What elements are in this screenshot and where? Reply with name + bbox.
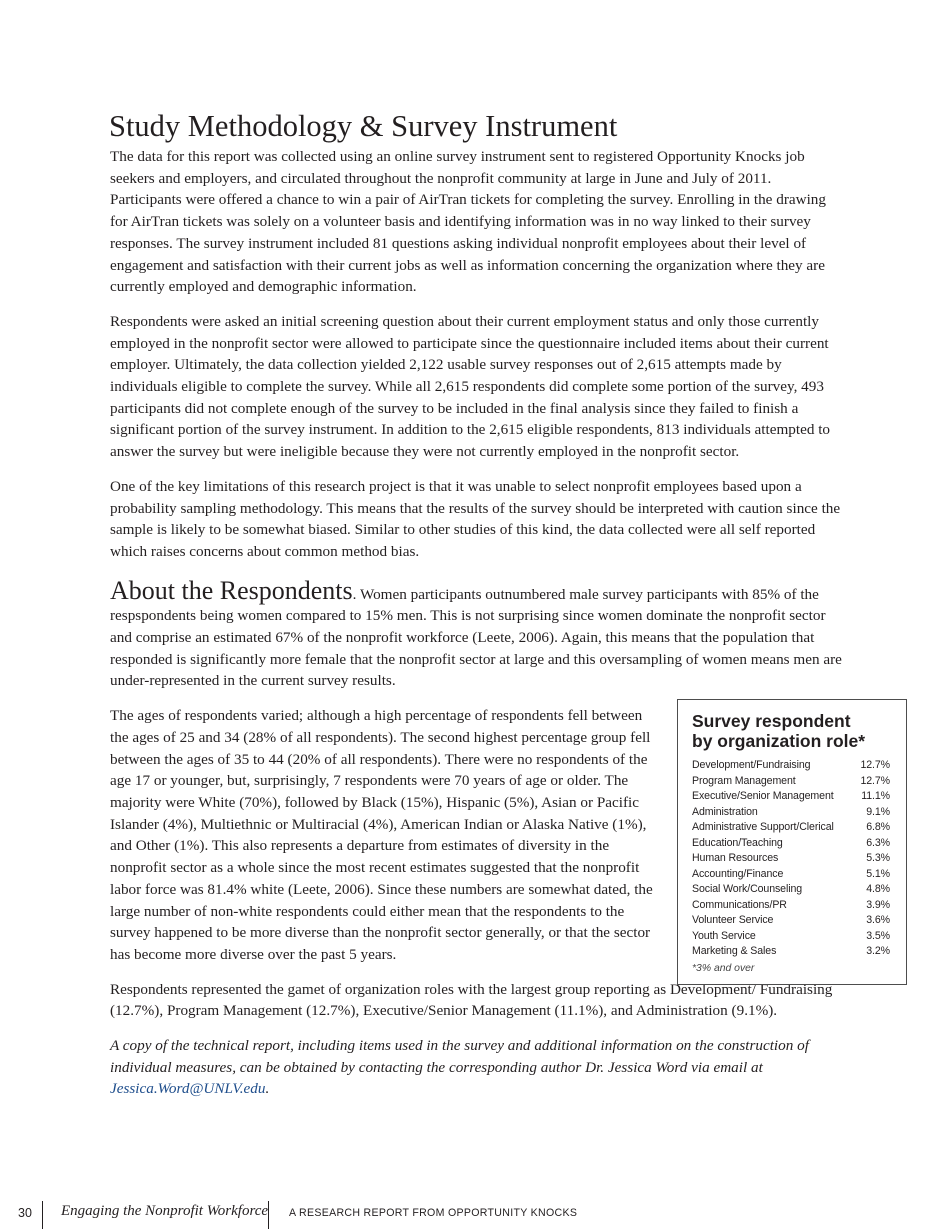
role-name: Marketing & Sales	[692, 945, 777, 958]
sidebar-footnote: *3% and over	[692, 962, 755, 974]
role-row	[692, 789, 890, 805]
role-row	[692, 929, 890, 945]
role-row	[692, 820, 890, 836]
role-name: Administrative Support/Clerical	[692, 821, 834, 834]
roles-paragraph: Respondents represented the gamet of organization roles with the largest group reporting as Development/ Fundraising (12.7%), Program Management (12.7%), Executive/Senior Management (11.1%), and Administration (9.1%).	[110, 980, 833, 1020]
methodology-paragraph-3: One of the key limitations of this research project is that it was unable to select nonprofit employees based upon a probability sampling methodology. This means that the results of the survey should be interpreted with caution since the sample is likely to be somewhat biased. Similar to other studies of this kind, the data collected were all self reported which raises concerns about common method bias.	[110, 477, 841, 560]
role-name: Volunteer Service	[692, 914, 774, 927]
role-row	[692, 774, 890, 790]
role-percent: 3.2%	[866, 945, 890, 958]
about-heading: About the Respondents	[110, 575, 353, 605]
role-percent: 3.6%	[866, 914, 890, 927]
role-percent: 12.7%	[860, 759, 890, 772]
note-text: A copy of the technical report, including items used in the survey and additional information on the construction of individual measures, can be obtained by contacting the corresponding author Dr. Jessica Word via email at	[110, 1037, 809, 1076]
respondents-section	[110, 705, 890, 974]
role-row	[692, 867, 890, 883]
role-name: Administration	[692, 805, 758, 818]
role-percent: 5.3%	[866, 852, 890, 865]
role-row	[692, 944, 890, 960]
page-title: Study Methodology & Survey Instrument	[109, 109, 618, 143]
role-row	[692, 882, 890, 898]
role-percent: 6.3%	[866, 836, 890, 849]
about-paragraph	[110, 577, 845, 693]
role-percent: 5.1%	[866, 867, 890, 880]
role-percent: 6.8%	[866, 821, 890, 834]
role-name: Executive/Senior Management	[692, 790, 834, 803]
note-end: .	[265, 1080, 270, 1098]
role-list	[692, 758, 890, 960]
page-number: 30	[18, 1206, 32, 1220]
role-name: Human Resources	[692, 852, 779, 865]
footer-divider	[268, 1201, 269, 1229]
role-percent: 4.8%	[866, 883, 890, 896]
role-sidebar	[677, 699, 907, 985]
role-name: Social Work/Counseling	[692, 883, 803, 896]
role-percent: 3.9%	[866, 898, 890, 911]
methodology-paragraph-1: The data for this report was collected using an online survey instrument sent to registered Opportunity Knocks job seekers and employers, and circulated throughout the nonprofit community at large in June and July of 2011. Participants were offered a chance to win a pair of AirTran tickets for completing the survey. Enrolling in the drawing for AirTran tickets was solely on a volunteer basis and identifying information was in no way linked to their survey responses. The survey instrument included 81 questions asking individual nonprofit employees about their level of engagement and satisfaction with their current jobs as well as information concerning the organization where they are currently employed and demographic information.	[110, 148, 826, 296]
role-percent: 3.5%	[866, 929, 890, 942]
role-row	[692, 836, 890, 852]
role-percent: 11.1%	[861, 790, 890, 803]
role-row	[692, 913, 890, 929]
technical-report-note	[110, 1035, 845, 1100]
role-row	[692, 898, 890, 914]
role-row	[692, 851, 890, 867]
methodology-paragraph-2: Respondents were asked an initial screening question about their current employment status and only those currently employed in the nonprofit sector were allowed to participate since the questionnaire included items about their current employer. Ultimately, the data collection yielded 2,122 usable survey responses out of 2,615 attempts made by individuals eligible to complete the survey. While all 2,615 respondents did complete some portion of the survey, 493 participants did not complete enough of the survey to be included in the final analysis since they failed to finish a significant portion of the survey instrument. In addition to the 2,615 eligible respondents, 813 individuals attempted to answer the survey but were ineligible because they were not currently employed in the nonprofit sector.	[110, 312, 831, 461]
role-name: Accounting/Finance	[692, 867, 784, 880]
role-name: Youth Service	[692, 929, 756, 942]
role-row	[692, 758, 890, 774]
role-row	[692, 805, 890, 821]
role-name: Development/Fundraising	[692, 759, 811, 772]
sidebar-title: Survey respondent by organization role*	[692, 711, 866, 752]
organization-name: A RESEARCH REPORT FROM OPPORTUNITY KNOCKS	[289, 1207, 578, 1219]
publication-title: Engaging the Nonprofit Workforce	[61, 1203, 269, 1219]
ages-paragraph: The ages of respondents varied; although a high percentage of respondents fell between the ages of 25 and 34 (28% of all respondents). The second highest percentage group fell between the ages of 35 to 44 (20% of all respondents). There were no respondents of the age 17 or younger, but, surprisingly, 7 respondents were 70 years of age or older. The majority were White (70%), followed by Black (15%), Hispanic (5%), Asian or Pacific Islander (4%), Multiethnic or Multiracial (4%), American Indian or Alaska Native (1%), and Other (1%). This also represents a departure from estimates of diversity in the nonprofit sector as a whole since the most recent estimates suggested that the nonprofit labor force was 81.4% white (Leete, 2006). Since these numbers are somewhat dated, the large number of non-white respondents could either mean that the respondents to the survey happened to be more diverse than the nonprofit sector generally, or that the sector has become more diverse over the past 5 years.	[110, 707, 653, 963]
role-name: Communications/PR	[692, 898, 787, 911]
role-percent: 12.7%	[860, 774, 890, 787]
footer-divider	[42, 1201, 43, 1229]
role-name: Program Management	[692, 774, 796, 787]
page-content	[109, 106, 890, 1100]
email-link[interactable]: Jessica.Word@UNLV.edu	[110, 1080, 266, 1098]
role-name: Education/Teaching	[692, 836, 783, 849]
about-text: . Women participants outnumbered male survey participants with 85% of the respspondents being women compared to 15% men. This is not surprising since women dominate the nonprofit sector and comprise an estimated 67% of the nonprofit workforce (Leete, 2006). Again, this means that the population that responded is significantly more female that the nonprofit sector at large and this oversampling of women means men are under-represented in the current survey results.	[110, 585, 842, 690]
page-footer	[0, 1200, 950, 1230]
role-percent: 9.1%	[866, 805, 890, 818]
